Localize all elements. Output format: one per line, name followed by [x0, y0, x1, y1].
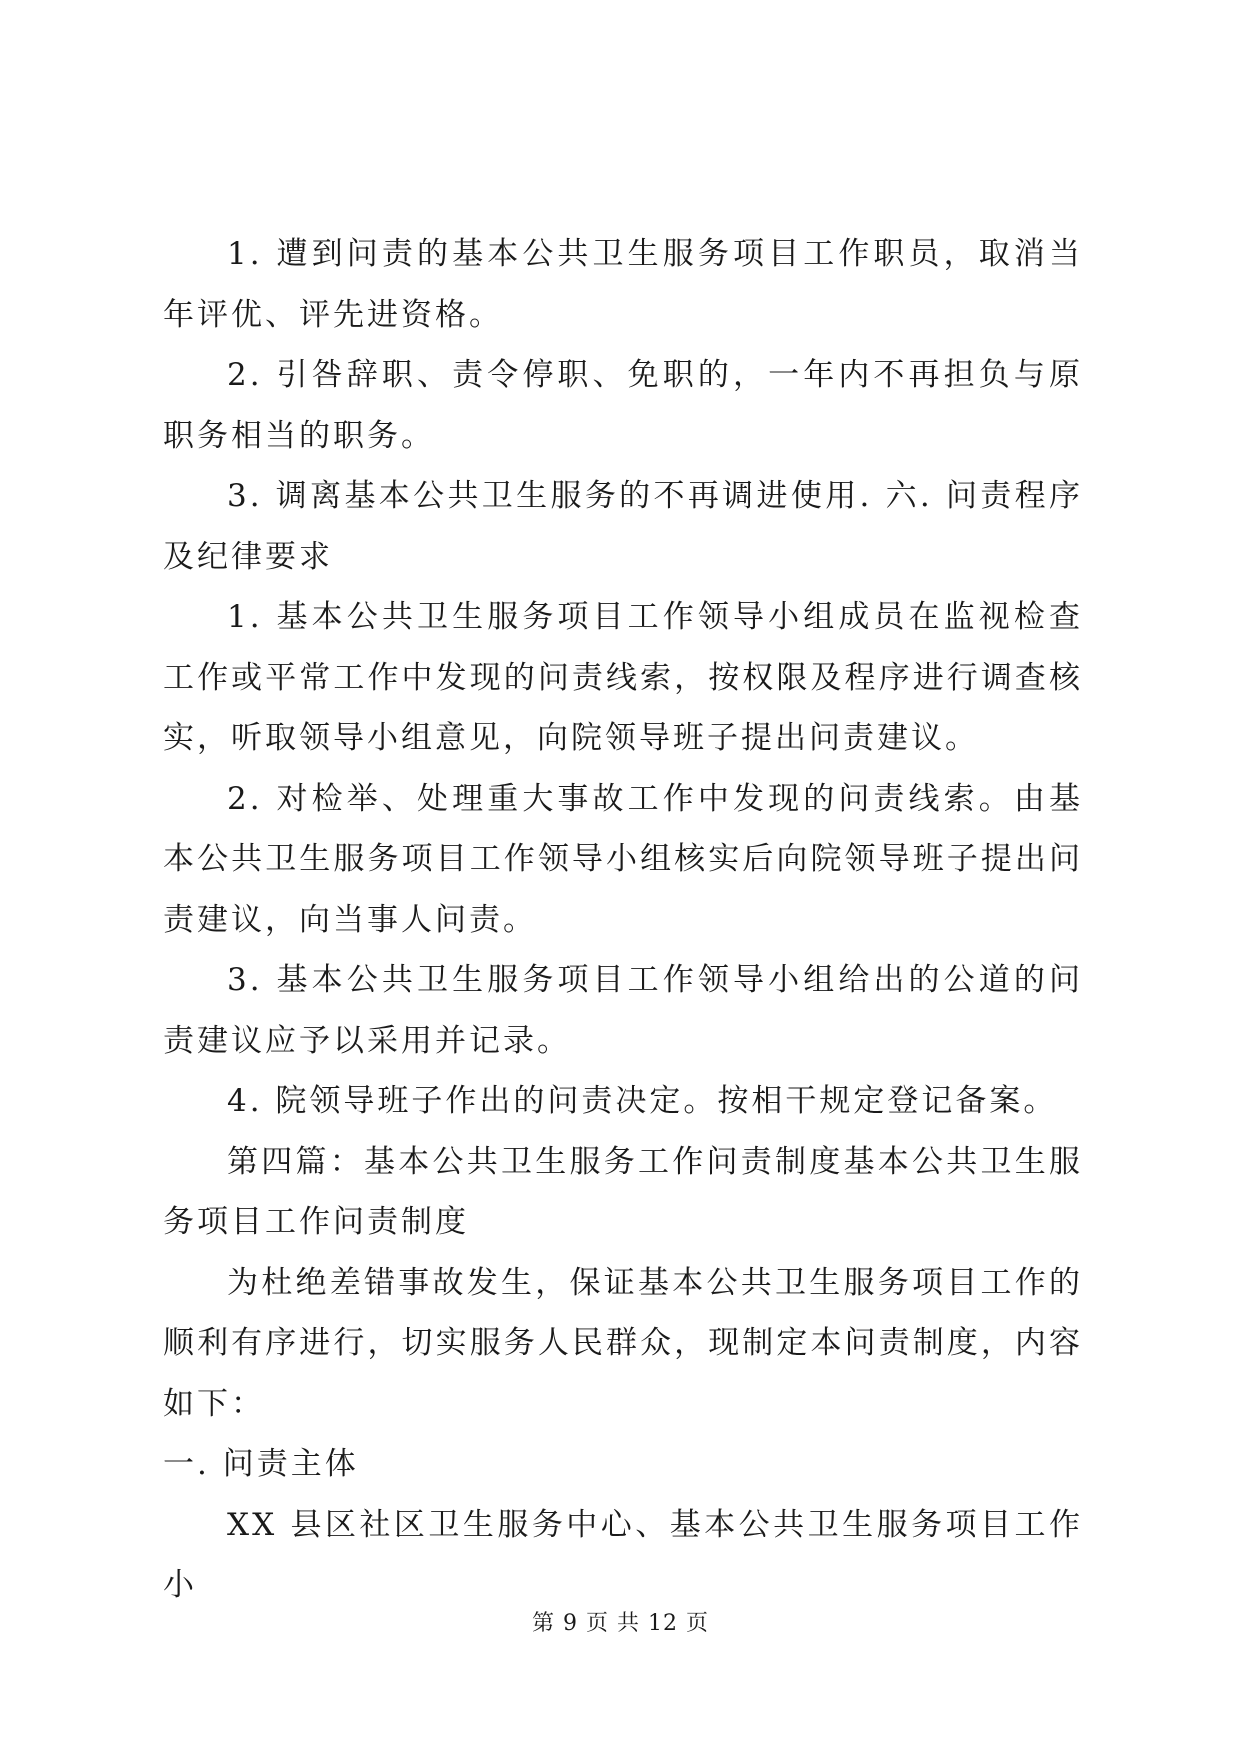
- paragraph-subject-description: XX 县区社区卫生服务中心、基本公共卫生服务项目工作小: [163, 1506, 1083, 1603]
- page-number-footer: 第 9 页 共 12 页: [532, 1611, 709, 1636]
- paragraph-procedure-4: 4. 院领导班子作出的问责决定。按相干规定登记备案。: [227, 1083, 1058, 1119]
- paragraph-procedure-3: 3. 基本公共卫生服务项目工作领导小组给出的公道的问责建议应予以采用并记录。: [163, 962, 1083, 1059]
- section-title-part-four: 第四篇：基本公共卫生服务工作问责制度基本公共卫生服务项目工作问责制度: [163, 1143, 1083, 1240]
- paragraph-accountability-consequence-2: 2. 引咎辞职、责令停职、免职的，一年内不再担负与原职务相当的职务。: [163, 357, 1083, 454]
- paragraph-accountability-consequence-1: 1. 遭到问责的基本公共卫生服务项目工作职员，取消当年评优、评先进资格。: [163, 236, 1083, 333]
- section-heading-accountability-subject: 一. 问责主体: [163, 1446, 359, 1482]
- paragraph-procedure-1: 1. 基本公共卫生服务项目工作领导小组成员在监视检查工作或平常工作中发现的问责线索，按权限及程序进行调查核实，听取领导小组意见，向院领导班子提出问责建议。: [163, 599, 1083, 756]
- document-body: [163, 224, 1083, 1616]
- paragraph-accountability-consequence-3: 3. 调离基本公共卫生服务的不再调进使用. 六. 问责程序及纪律要求: [163, 478, 1083, 575]
- paragraph-procedure-2: 2. 对检举、处理重大事故工作中发现的问责线索。由基本公共卫生服务项目工作领导小组核实后向院领导班子提出问责建议，向当事人问责。: [163, 780, 1083, 938]
- paragraph-intro: 为杜绝差错事故发生，保证基本公共卫生服务项目工作的顺利有序进行，切实服务人民群众，现制定本问责制度，内容如下：: [163, 1264, 1083, 1422]
